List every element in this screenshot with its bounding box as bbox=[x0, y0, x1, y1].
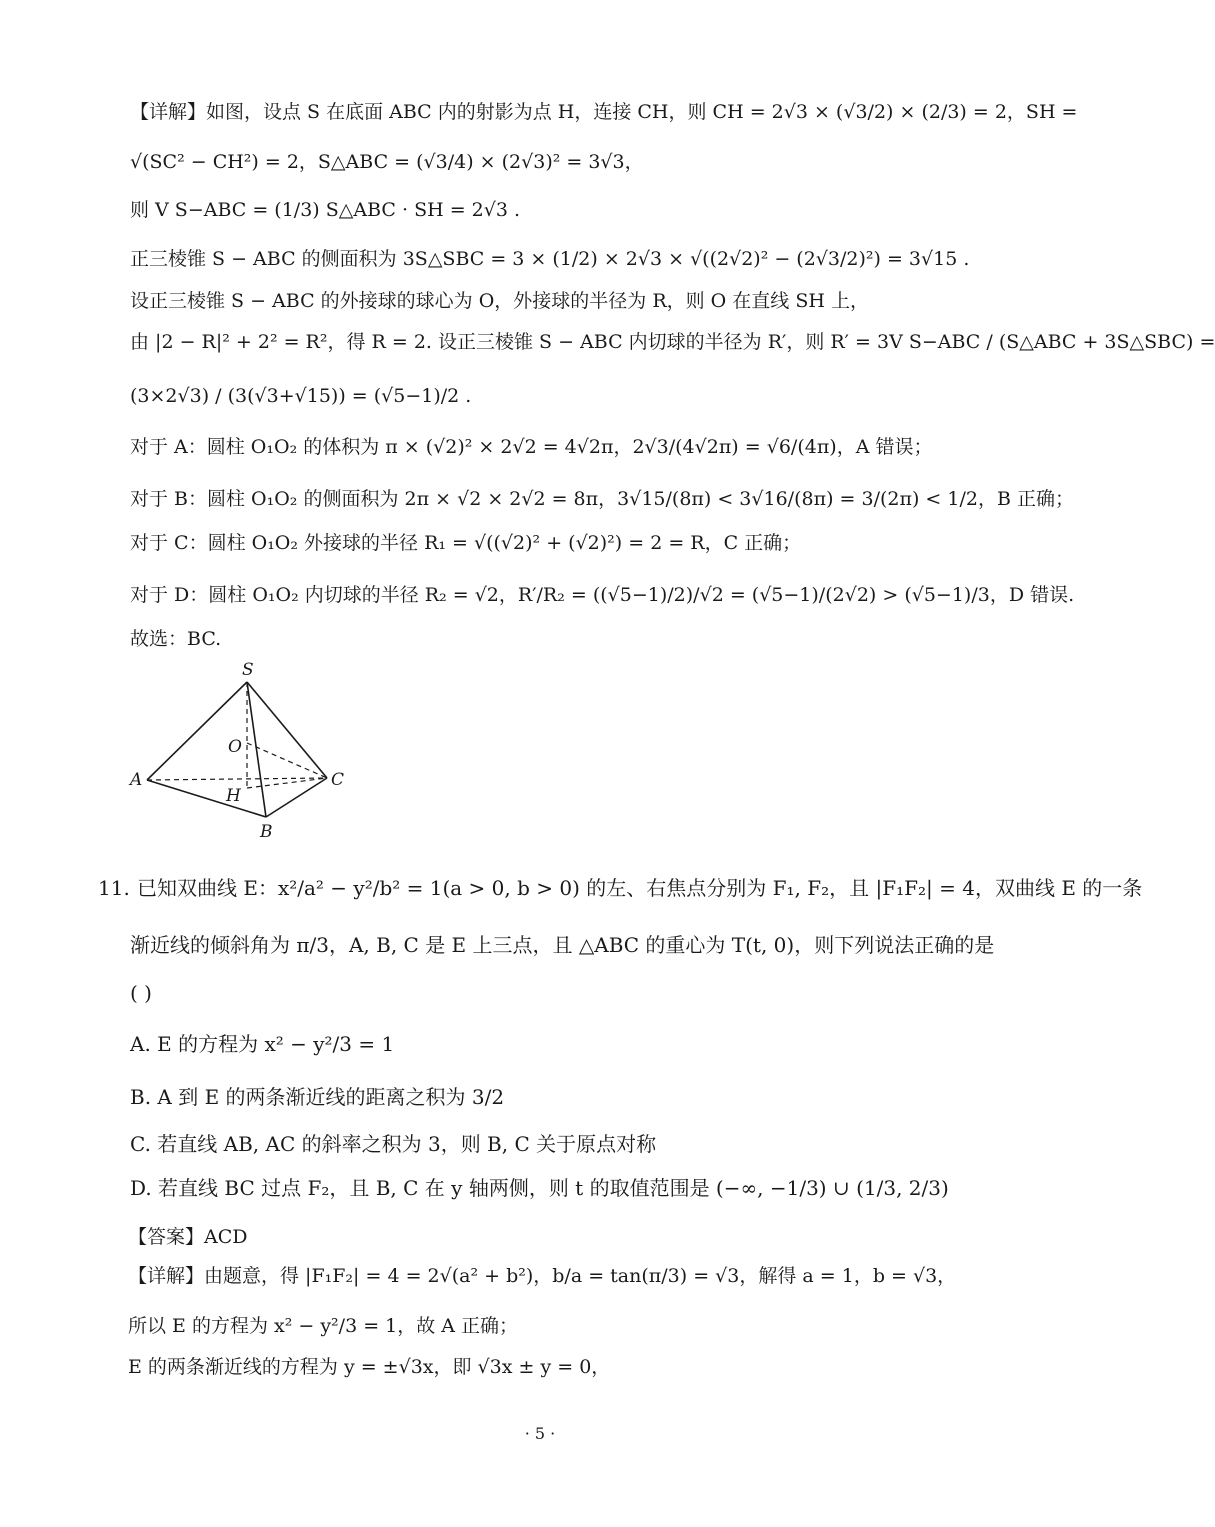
solution-line-8: 对于 A：圆柱 O₁O₂ 的体积为 π × (√2)² × 2√2 = 4√2π，2√3/(4√2π) = √6/(4π)，A 错误； bbox=[130, 436, 933, 458]
label-S: S bbox=[242, 660, 254, 680]
solution-line-11: 对于 D：圆柱 O₁O₂ 内切球的半径 R₂ = √2，R′/R₂ = ((√5−1)/2)/√2 = (√5−1)/(2√2) > (√5−1)/3，D 错误. bbox=[130, 584, 1075, 606]
option-d: D. 若直线 BC 过点 F₂，且 B, C 在 y 轴两侧，则 t 的取值范围是 (−∞, −1/3) ∪ (1/3, 2/3) bbox=[130, 1176, 949, 1200]
option-b: B. A 到 E 的两条渐近线的距离之积为 3/2 bbox=[130, 1085, 505, 1109]
solution-line-10: 对于 C：圆柱 O₁O₂ 外接球的半径 R₁ = √((√2)² + (√2)²) = 2 = R，C 正确； bbox=[130, 532, 802, 554]
answer-detail-line-2: 所以 E 的方程为 x² − y²/3 = 1，故 A 正确； bbox=[128, 1315, 519, 1337]
question-11-line-2: 渐近线的倾斜角为 π/3，A, B, C 是 E 上三点，且 △ABC 的重心为 T(t, 0)，则下列说法正确的是 bbox=[130, 933, 995, 957]
option-a: A. E 的方程为 x² − y²/3 = 1 bbox=[130, 1032, 395, 1056]
question-11-line-1: 已知双曲线 E：x²/a² − y²/b² = 1(a > 0, b > 0) 的左、右焦点分别为 F₁, F₂，且 |F₁F₂| = 4，双曲线 E 的一条 bbox=[137, 876, 1143, 900]
answer-detail-line-3: E 的两条渐近线的方程为 y = ±√3x，即 √3x ± y = 0， bbox=[128, 1356, 611, 1378]
answer-detail-line-1: 【详解】由题意，得 |F₁F₂| = 4 = 2√(a² + b²)，b/a = tan(π/3) = √3，解得 a = 1，b = √3， bbox=[128, 1265, 957, 1287]
pyramid-figure bbox=[125, 655, 355, 845]
solution-line-4: 正三棱锥 S − ABC 的侧面积为 3S△SBC = 3 × (1/2) × 2√3 × √((2√2)² − (2√3/2)²) = 3√15 . bbox=[130, 248, 970, 270]
solution-line-12: 故选：BC. bbox=[130, 628, 222, 650]
label-H: H bbox=[226, 786, 241, 806]
label-B: B bbox=[260, 822, 273, 842]
edge-BC bbox=[266, 778, 327, 817]
question-11-line-3: ( ) bbox=[130, 981, 152, 1005]
question-11-number: 11. bbox=[98, 876, 130, 900]
label-C: C bbox=[331, 770, 345, 790]
solution-line-9: 对于 B：圆柱 O₁O₂ 的侧面积为 2π × √2 × 2√2 = 8π，3√15/(8π) < 3√16/(8π) = 3/(2π) < 1/2，B 正确； bbox=[130, 488, 1074, 510]
label-A: A bbox=[130, 770, 143, 790]
answer-label: 【答案】ACD bbox=[128, 1226, 248, 1248]
option-c: C. 若直线 AB, AC 的斜率之积为 3，则 B, C 关于原点对称 bbox=[130, 1132, 657, 1156]
solution-line-5: 设正三棱锥 S − ABC 的外接球的球心为 O，外接球的半径为 R，则 O 在直线 SH 上， bbox=[130, 290, 869, 312]
page-number: · 5 · bbox=[524, 1424, 556, 1443]
solution-line-3: 则 V S−ABC = (1/3) S△ABC · SH = 2√3 . bbox=[130, 199, 521, 221]
solution-line-2: √(SC² − CH²) = 2，S△ABC = (√3/4) × (2√3)² = 3√3， bbox=[130, 151, 644, 173]
solution-line-1: 【详解】如图，设点 S 在底面 ABC 内的射影为点 H，连接 CH，则 CH = 2√3 × (√3/2) × (2/3) = 2，SH = bbox=[130, 101, 1078, 123]
edge-SA bbox=[147, 682, 247, 780]
edge-AB bbox=[147, 780, 266, 817]
edge-AC-hidden bbox=[147, 778, 327, 780]
label-O: O bbox=[228, 737, 242, 757]
solution-line-6: 由 |2 − R|² + 2² = R²，得 R = 2. 设正三棱锥 S − ABC 内切球的半径为 R′，则 R′ = 3V S−ABC / (S△ABC + 3S△SBC) = bbox=[130, 331, 1215, 353]
solution-line-7: (3×2√3) / (3(√3+√15)) = (√5−1)/2 . bbox=[130, 385, 472, 407]
